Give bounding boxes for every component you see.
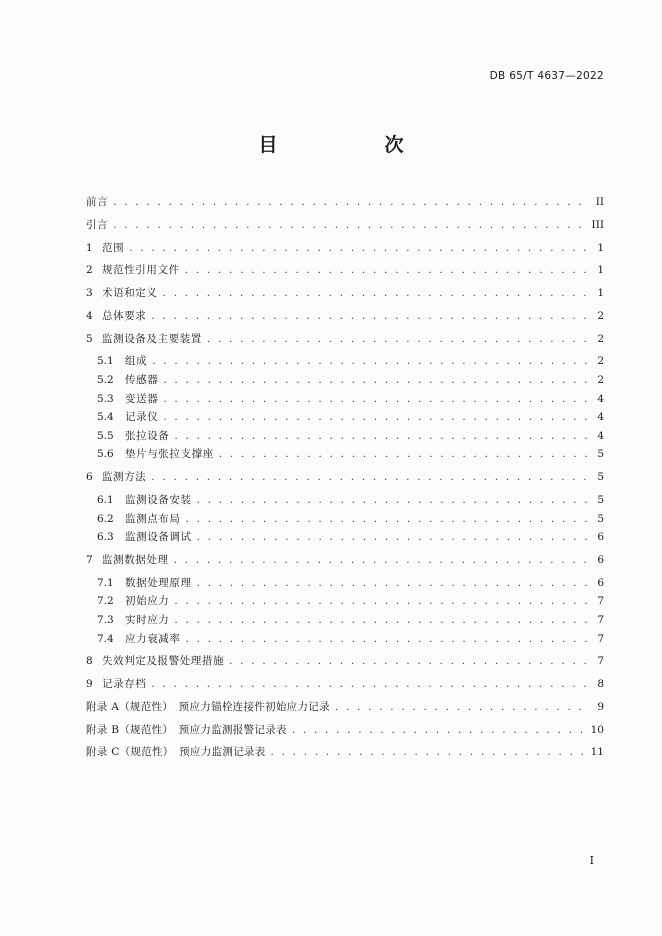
- toc-entry-label: 监测设备安装: [125, 494, 192, 506]
- toc-entry-page: 7: [597, 595, 604, 608]
- toc-entry-number: 5.6: [97, 448, 114, 461]
- toc-entry[interactable]: [86, 510, 604, 529]
- toc-entry-label: 监测数据处理: [102, 553, 169, 566]
- toc-entry-page: 2: [597, 355, 604, 368]
- toc-leader-dots: [186, 630, 590, 649]
- toc-entry[interactable]: [86, 390, 604, 409]
- toc-entry-label: 数据处理原理: [125, 576, 192, 589]
- toc-entry-number: 7.1: [97, 576, 114, 589]
- toc-entry[interactable]: [86, 611, 604, 630]
- toc-entry-page: 6: [597, 531, 604, 544]
- toc-leader-dots: [152, 352, 589, 371]
- toc-entry-label: 监测设备及主要装置: [102, 332, 202, 345]
- toc-entry-page: 7: [597, 632, 604, 645]
- toc-entry-number: 7.3: [97, 613, 114, 626]
- toc-leader-dots: [163, 284, 590, 303]
- toc-entry-label: 初始应力: [125, 595, 170, 608]
- toc-entry-page: 5: [597, 494, 604, 506]
- toc-entry[interactable]: [86, 330, 604, 349]
- toc-entry-label: 引言: [86, 218, 109, 231]
- table-of-contents: [86, 193, 604, 766]
- toc-entry-page: 2: [597, 374, 604, 387]
- toc-leader-dots: [229, 652, 589, 671]
- toc-leader-dots: [174, 427, 589, 446]
- toc-entry-label: 张拉设备: [125, 429, 170, 442]
- toc-entry-page: 4: [597, 392, 604, 405]
- toc-entry-number: 5.5: [97, 429, 114, 442]
- toc-entry-number: 9: [86, 678, 93, 691]
- toc-entry[interactable]: [86, 743, 604, 762]
- toc-leader-dots: [174, 592, 589, 611]
- toc-entry[interactable]: [86, 445, 604, 464]
- document-code: DB 65/T 4637—2022: [489, 70, 604, 82]
- toc-entry[interactable]: [86, 371, 604, 390]
- toc-entry-label: 记录存档: [102, 678, 147, 691]
- toc-entry-number: 7.4: [97, 632, 114, 645]
- toc-leader-dots: [174, 551, 589, 570]
- toc-leader-dots: [151, 675, 589, 694]
- toc-entry-number: 5.4: [97, 411, 114, 424]
- toc-entry[interactable]: [86, 630, 604, 649]
- toc-leader-dots: [129, 239, 589, 258]
- toc-entry-page: 2: [597, 332, 604, 345]
- toc-entry-label: 失效判定及报警处理措施: [102, 655, 225, 668]
- toc-entry-number: 8: [86, 655, 93, 668]
- toc-entry[interactable]: [86, 216, 604, 235]
- toc-entry-label: 附录 C（规范性） 预应力监测记录表: [86, 746, 266, 759]
- toc-leader-dots: [207, 330, 589, 349]
- toc-entry[interactable]: [86, 592, 604, 611]
- toc-entry-number: 7: [86, 553, 93, 566]
- toc-entry-label: 前言: [86, 196, 109, 208]
- toc-entry-number: 6.3: [97, 531, 114, 544]
- toc-entry[interactable]: [86, 721, 604, 740]
- toc-entry[interactable]: [86, 307, 604, 326]
- toc-leader-dots: [113, 193, 589, 212]
- toc-leader-dots: [186, 510, 590, 529]
- toc-entry[interactable]: [86, 528, 604, 547]
- toc-entry-label: 垫片与张拉支撑座: [125, 448, 214, 461]
- toc-entry-number: 1: [86, 241, 93, 254]
- toc-entry-label: 附录 A（规范性） 预应力锚栓连接件初始应力记录: [86, 700, 330, 713]
- toc-leader-dots: [151, 468, 589, 487]
- toc-entry-label: 传感器: [125, 374, 159, 387]
- toc-entry-page: 5: [597, 512, 604, 525]
- toc-entry-number: 6: [86, 471, 93, 484]
- toc-entry-page: 1: [597, 264, 604, 277]
- toc-title: 目 次: [258, 134, 448, 156]
- toc-leader-dots: [292, 721, 586, 740]
- toc-entry[interactable]: [86, 427, 604, 446]
- toc-entry-page: 7: [597, 655, 604, 668]
- toc-leader-dots: [151, 307, 589, 326]
- toc-leader-dots: [174, 611, 589, 630]
- toc-entry[interactable]: [86, 468, 604, 487]
- toc-entry[interactable]: [86, 574, 604, 593]
- toc-leader-dots: [197, 528, 589, 547]
- toc-entry-number: 5.2: [97, 374, 114, 387]
- toc-leader-dots: [197, 491, 589, 510]
- toc-entry-label: 监测设备调试: [125, 531, 192, 544]
- toc-leader-dots: [163, 390, 589, 409]
- toc-entry-label: 范围: [102, 241, 125, 254]
- toc-entry-number: 2: [86, 264, 93, 277]
- toc-leader-dots: [163, 408, 589, 427]
- toc-entry-page: 11: [590, 746, 604, 759]
- toc-entry-page: 1: [597, 287, 604, 300]
- toc-entry-label: 变送器: [125, 392, 159, 405]
- toc-leader-dots: [113, 216, 586, 235]
- toc-entry-label: 规范性引用文件: [102, 264, 180, 277]
- toc-entry[interactable]: [86, 239, 604, 258]
- toc-entry-page: 10: [590, 723, 604, 736]
- toc-entry-label: 实时应力: [125, 613, 170, 626]
- toc-entry-number: 4: [86, 309, 93, 322]
- toc-entry-label: 监测方法: [102, 471, 147, 484]
- toc-entry[interactable]: [86, 261, 604, 280]
- toc-entry-page: 2: [597, 309, 604, 322]
- toc-entry-label: 应力衰减率: [125, 632, 181, 645]
- toc-entry-label: 监测点布局: [125, 512, 181, 525]
- toc-entry[interactable]: [86, 352, 604, 371]
- toc-leader-dots: [197, 574, 589, 593]
- toc-entry-number: 5.3: [97, 392, 114, 405]
- toc-entry-page: 8: [597, 678, 604, 691]
- toc-entry-page: 5: [597, 448, 604, 461]
- toc-entry-page: III: [591, 218, 604, 231]
- toc-leader-dots: [163, 371, 589, 390]
- toc-entry-page: 5: [597, 471, 604, 484]
- toc-leader-dots: [271, 743, 586, 762]
- toc-entry-label: 总体要求: [102, 309, 147, 322]
- toc-entry-page: 6: [597, 553, 604, 566]
- toc-entry-page: 7: [597, 613, 604, 626]
- toc-entry-page: 4: [597, 429, 604, 442]
- toc-entry-number: 5: [86, 332, 93, 345]
- toc-leader-dots: [335, 698, 589, 717]
- toc-entry-page: 1: [597, 241, 604, 254]
- toc-entry-label: 记录仪: [125, 411, 159, 424]
- toc-entry-label: 附录 B（规范性） 预应力监测报警记录表: [86, 723, 287, 736]
- toc-entry[interactable]: [86, 193, 604, 212]
- toc-entry-page: 6: [597, 576, 604, 589]
- toc-entry-number: 6.2: [97, 512, 114, 525]
- toc-entry[interactable]: [86, 408, 604, 427]
- toc-entry[interactable]: [86, 698, 604, 717]
- toc-leader-dots: [219, 445, 589, 464]
- toc-entry-label: 组成: [125, 355, 148, 368]
- toc-entry[interactable]: [86, 551, 604, 570]
- toc-entry-number: 5.1: [97, 355, 114, 368]
- toc-entry[interactable]: [86, 491, 604, 510]
- toc-entry[interactable]: [86, 284, 604, 303]
- toc-entry-number: 6.1: [97, 494, 114, 506]
- toc-entry-page: II: [595, 196, 604, 208]
- toc-entry[interactable]: [86, 652, 604, 671]
- toc-leader-dots: [185, 261, 589, 280]
- toc-entry[interactable]: [86, 675, 604, 694]
- toc-entry-number: 7.2: [97, 595, 114, 608]
- page-number: I: [589, 854, 594, 867]
- toc-entry-label: 术语和定义: [102, 287, 158, 300]
- toc-entry-number: 3: [86, 287, 93, 300]
- toc-entry-page: 4: [597, 411, 604, 424]
- toc-entry-page: 9: [597, 700, 604, 713]
